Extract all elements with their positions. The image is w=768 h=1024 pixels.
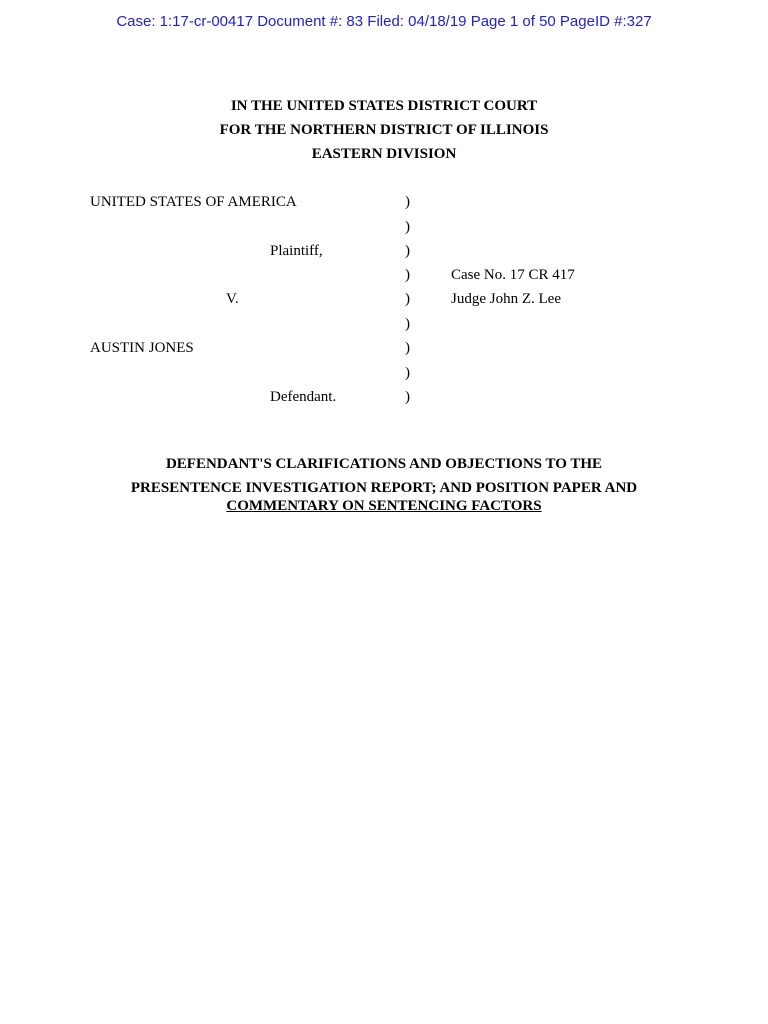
caption-paren: ) (405, 267, 410, 283)
plaintiff-role: Plaintiff, (270, 243, 323, 259)
document-title-line-3: COMMENTARY ON SENTENCING FACTORS (226, 498, 542, 514)
document-title-line-2: PRESENTENCE INVESTIGATION REPORT; AND POSITION PAPER AND (130, 480, 638, 496)
court-name-line-1: IN THE UNITED STATES DISTRICT COURT (230, 98, 538, 114)
plaintiff-name: UNITED STATES OF AMERICA (90, 194, 297, 210)
filing-header-stamp: Case: 1:17-cr-00417 Document #: 83 Filed: 04/18/19 Page 1 of 50 PageID #:327 (116, 13, 652, 30)
caption-paren: ) (405, 194, 410, 210)
document-title-line-1: DEFENDANT'S CLARIFICATIONS AND OBJECTIONS TO THE (165, 456, 603, 472)
caption-paren: ) (405, 243, 410, 259)
defendant-role: Defendant. (270, 389, 337, 405)
caption-paren: ) (405, 365, 410, 381)
judge-name: Judge John Z. Lee (451, 291, 561, 307)
caption-paren: ) (405, 340, 410, 356)
caption-paren: ) (405, 316, 410, 332)
caption-paren: ) (405, 389, 410, 405)
case-number: Case No. 17 CR 417 (451, 267, 575, 283)
caption-paren: ) (405, 291, 410, 307)
defendant-name: AUSTIN JONES (90, 340, 194, 356)
caption-paren: ) (405, 219, 410, 235)
court-name-line-2: FOR THE NORTHERN DISTRICT OF ILLINOIS (219, 122, 549, 138)
court-division: EASTERN DIVISION (311, 146, 457, 162)
versus-label: V. (226, 291, 239, 307)
